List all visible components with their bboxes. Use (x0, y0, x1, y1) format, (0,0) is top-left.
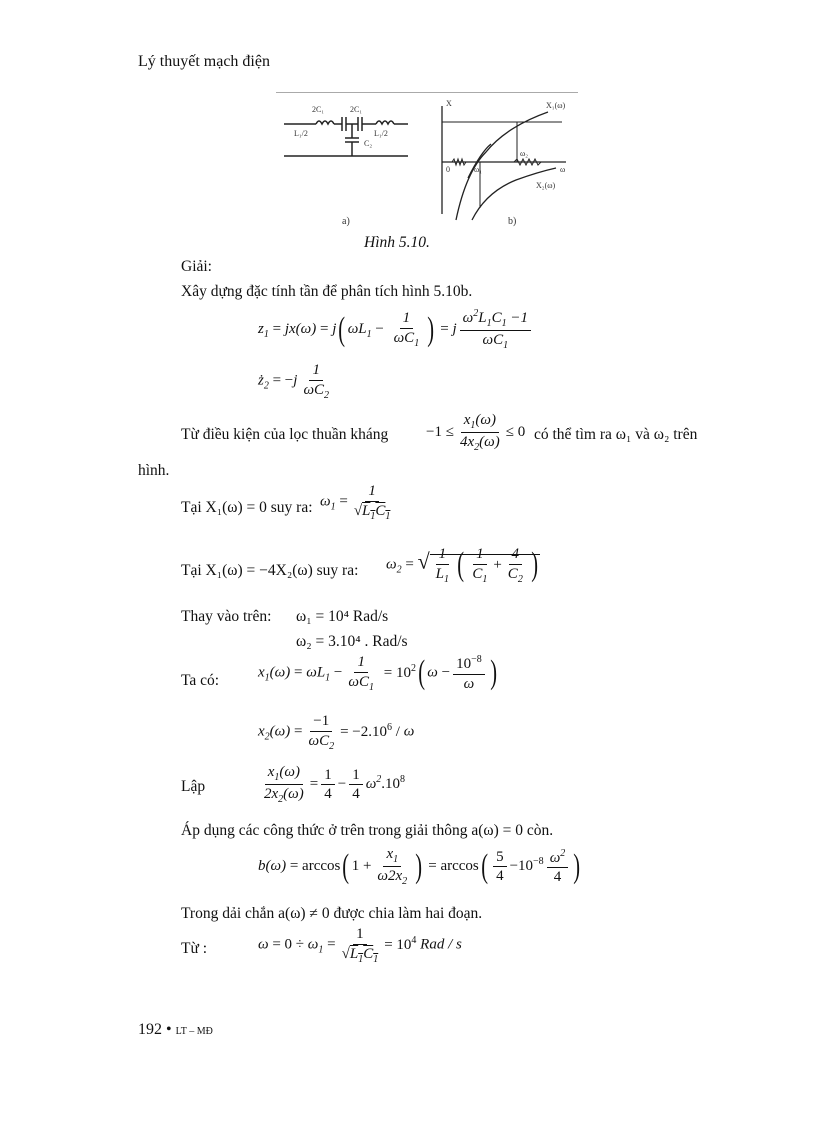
condition-text-end: có thể tìm ra ω₁ và ω₂ trên (534, 426, 698, 443)
ta-co-label: Ta có: (181, 672, 220, 689)
equation-condition: −1 ≤ $\frac{x_1(\omega)}{4x_2(\omega)}$ ≤ 0 (426, 412, 526, 453)
plot-label: ω (560, 165, 566, 174)
circuit-label: L₁/2 (294, 129, 308, 138)
footer-label: LT – MĐ (175, 1026, 213, 1037)
intro-paragraph: Xây dựng đặc tính tần để phân tích hình 5.10b. (181, 283, 473, 300)
omega1-value: ω₁ = 10⁴ Rad/s (296, 608, 389, 625)
page-footer (138, 1020, 213, 1039)
figure-5-10 (276, 92, 578, 232)
frequency-plot (442, 106, 566, 220)
running-header: Lý thuyết mạch điện (138, 53, 270, 70)
equation-range: $\omega = 0 \div \omega_1$ = $\frac{1}{√L_1C_1}$ = $10^4$ Rad / s (258, 926, 462, 965)
equation-z1: $z_1 = jx(\omega) = j$( $\omega L_1$ − $\frac{1}{\omega C_1}$ ) = j $\frac{\omega^2L_1C_1 -1}{\omega C_1}$ (258, 308, 534, 351)
omega2-condition: Tại X₁(ω) = −4X₂(ω) suy ra: (181, 562, 359, 579)
equation-x1: $x_1(\omega) = \omega L_1$ − $\frac{1}{\omega C_1}$ = $10^2$( ω − $\frac{10^{-8}}{\omega}$ ) (258, 654, 497, 693)
plot-label: ω₂ (520, 149, 529, 158)
plot-label: 0 (446, 165, 450, 174)
circuit-label: C₂ (364, 139, 373, 148)
plot-label: X (446, 99, 452, 108)
omega2-value: ω₂ = 3.10⁴ . Rad/s (296, 633, 408, 650)
lap-label: Lập (181, 778, 206, 795)
condition-text-wrap: hình. (138, 462, 170, 479)
equation-x2: $x_2(\omega)$ = $\frac{-1}{\omega C_2}$ = $-2.10^6 / \omega$ (258, 713, 415, 752)
circuit-label: 2C₁ (312, 105, 325, 114)
equation-b-omega: b(ω) = arccos( 1 + $\frac{x_1}{\omega 2x_2}$ ) = arccos( $\frac{5}{4}$ $-10^{-8}$ $\frac{\omega^2}{4}$ ) (258, 846, 581, 887)
figure-caption: Hình 5.10. (364, 234, 430, 251)
circuit-label: 2C₁ (350, 105, 363, 114)
equation-omega1: $\omega_1$ = $\frac{1}{√L_1C_1}$ (320, 483, 391, 522)
solution-heading: Giải: (181, 258, 212, 275)
page-number: 192 (138, 1021, 162, 1038)
condition-text: Từ điều kiện của lọc thuần kháng (181, 426, 389, 443)
figure-label-a: a) (342, 216, 350, 227)
figure-label-b: b) (508, 216, 517, 227)
omega1-condition: Tại X₁(ω) = 0 suy ra: (181, 499, 313, 516)
apply-paragraph: Áp dụng các công thức ở trên trong giải thông a(ω) = 0 còn. (181, 822, 554, 839)
equation-ratio: $\frac{x_1(\omega)}{2x_2(\omega)}$ = $\frac{1}{4}$ − $\frac{1}{4}$ $\omega^2.10^8$ (264, 764, 406, 805)
plot-label: ω₁ (474, 165, 483, 174)
plot-label: X₂(ω) (536, 181, 556, 190)
stopband-paragraph: Trong dải chắn a(ω) ≠ 0 được chia làm hai đoạn. (181, 905, 483, 922)
substitution-label: Thay vào trên: (181, 608, 272, 625)
footer-bullet: • (166, 1021, 172, 1038)
plot-label: X₁(ω) (546, 101, 566, 110)
equation-omega2: $\omega_2$ = √ $\frac{1}{L_1}$ ( $\frac{1}{C_1}$ + $\frac{4}{C_2}$ ) (386, 546, 540, 585)
equation-z2: $ż_2 = -j$ $\frac{1}{\omega C_2}$ (258, 362, 330, 401)
tu-label: Từ : (181, 940, 208, 957)
figure-drawing (276, 92, 578, 232)
circuit-label: L₁/2 (374, 129, 388, 138)
